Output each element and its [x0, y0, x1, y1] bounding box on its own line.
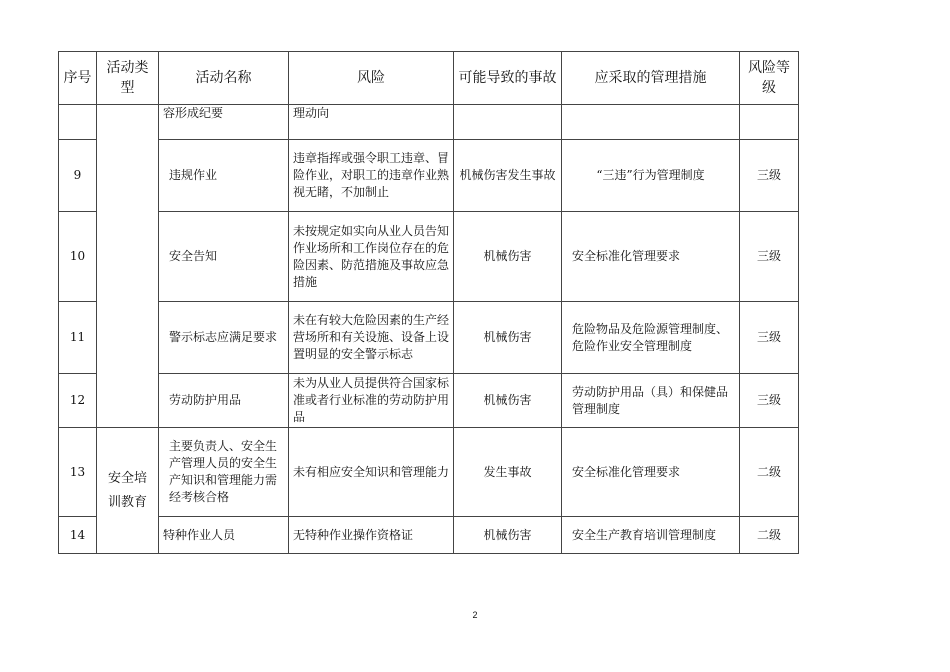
activity-name: 容形成纪要: [159, 105, 289, 140]
activity-type-cell: [97, 105, 159, 428]
header-cell: 活动类型: [97, 52, 159, 105]
risk-level: 三级: [740, 302, 799, 374]
header-cell: 应采取的管理措施: [562, 52, 740, 105]
risk-cell: 违章指挥或强令职工违章、冒险作业，对职工的违章作业熟视无睹，不加制止: [289, 140, 454, 212]
activity-type-cell: 安全培训教育: [97, 428, 159, 554]
activity-name: 安全告知: [159, 212, 289, 302]
risk-level: 三级: [740, 212, 799, 302]
risk-level: 三级: [740, 374, 799, 428]
table-row: [59, 517, 799, 554]
measure-cell: [562, 105, 740, 140]
risk-cell: 未在有较大危险因素的生产经营场所和有关设施、设备上设置明显的安全警示标志: [289, 302, 454, 374]
row-number: 13: [59, 428, 97, 517]
risk-cell: 无特种作业操作资格证: [289, 517, 454, 554]
accident-cell: 发生事故: [454, 428, 562, 517]
risk-level: 二级: [740, 517, 799, 554]
risk-level: 三级: [740, 140, 799, 212]
risk-cell: 未按规定如实向从业人员告知作业场所和工作岗位存在的危险因素、防范措施及事故应急措施: [289, 212, 454, 302]
risk-level: 二级: [740, 428, 799, 517]
measure-cell: “三违”行为管理制度: [562, 140, 740, 212]
table-row: [59, 428, 799, 517]
risk-cell: 未有相应安全知识和管理能力: [289, 428, 454, 517]
activity-name: 警示标志应满足要求: [159, 302, 289, 374]
accident-cell: 机械伤害: [454, 374, 562, 428]
measure-cell: 安全标准化管理要求: [562, 428, 740, 517]
measure-cell: 安全标准化管理要求: [562, 212, 740, 302]
page-number: 2: [472, 610, 478, 620]
activity-name: 劳动防护用品: [159, 374, 289, 428]
row-number: 10: [59, 212, 97, 302]
row-number: 11: [59, 302, 97, 374]
table-row: [59, 212, 799, 302]
measure-cell: 劳动防护用品（具）和保健品管理制度: [562, 374, 740, 428]
header-cell: 风险: [289, 52, 454, 105]
header-cell: 风险等级: [740, 52, 799, 105]
measure-cell: 危险物品及危险源管理制度、危险作业安全管理制度: [562, 302, 740, 374]
measure-cell: 安全生产教育培训管理制度: [562, 517, 740, 554]
table-row: [59, 302, 799, 374]
risk-table: [58, 51, 799, 554]
risk-cell: 理动向: [289, 105, 454, 140]
header-cell: 可能导致的事故: [454, 52, 562, 105]
header-cell: 序号: [59, 52, 97, 105]
accident-cell: 机械伤害: [454, 302, 562, 374]
row-number: 9: [59, 140, 97, 212]
header-cell: 活动名称: [159, 52, 289, 105]
risk-level: [740, 105, 799, 140]
header-row: [59, 52, 799, 105]
accident-cell: 机械伤害发生事故: [454, 140, 562, 212]
row-number: [59, 105, 97, 140]
table-row: [59, 140, 799, 212]
row-number: 12: [59, 374, 97, 428]
table-row: [59, 105, 799, 140]
table-row: [59, 374, 799, 428]
activity-name: 特种作业人员: [159, 517, 289, 554]
activity-name: 主要负责人、安全生产管理人员的安全生产知识和管理能力需经考核合格: [159, 428, 289, 517]
accident-cell: 机械伤害: [454, 517, 562, 554]
accident-cell: 机械伤害: [454, 212, 562, 302]
row-number: 14: [59, 517, 97, 554]
activity-name: 违规作业: [159, 140, 289, 212]
accident-cell: [454, 105, 562, 140]
risk-cell: 未为从业人员提供符合国家标准或者行业标准的劳动防护用品: [289, 374, 454, 428]
